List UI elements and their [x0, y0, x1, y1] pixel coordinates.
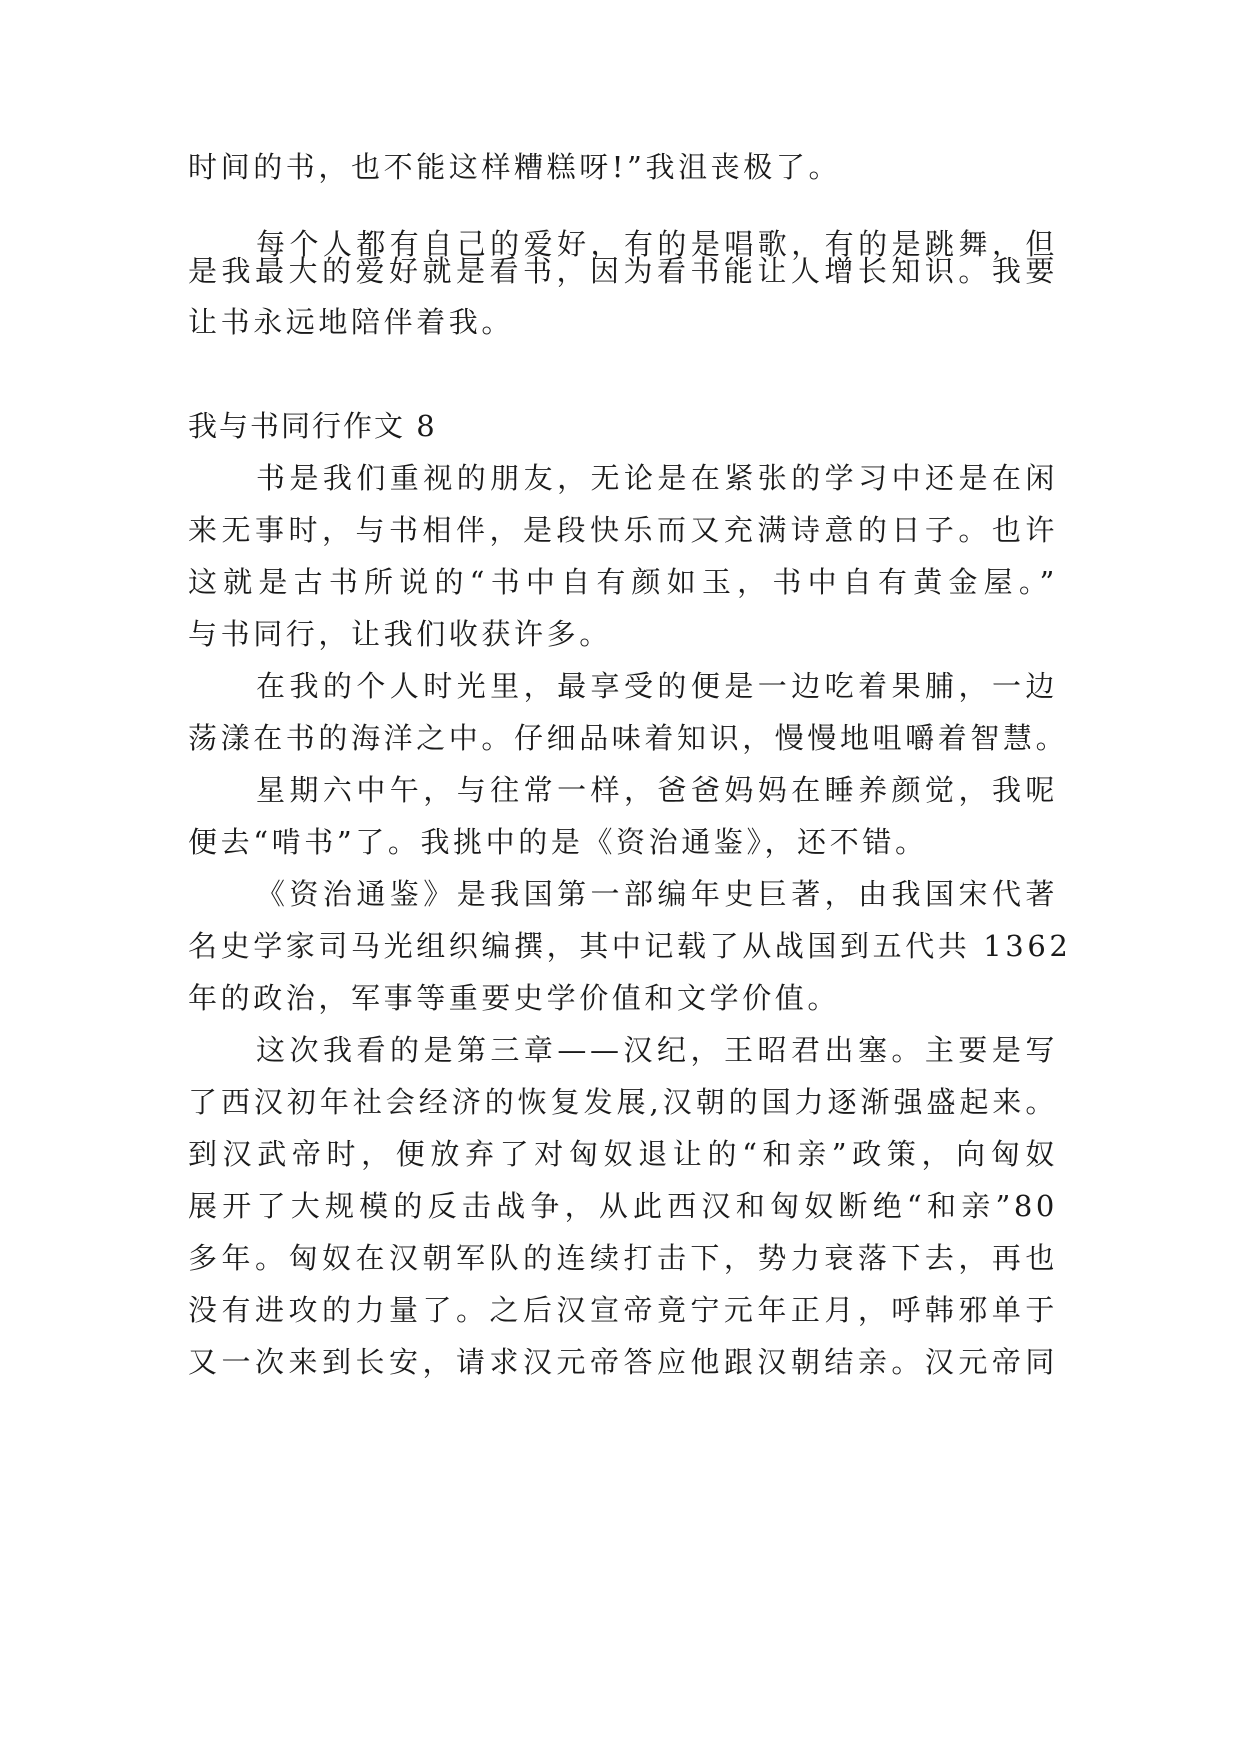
- paragraph-line: 这次我看的是第三章——汉纪，王昭君出塞。主要是写: [256, 1033, 1058, 1067]
- paragraph-line: 名史学家司马光组织编撰，其中记载了从战国到五代共 1362: [188, 929, 1072, 963]
- paragraph-line: 书是我们重视的朋友，无论是在紧张的学习中还是在闲: [256, 461, 1058, 495]
- paragraph-line: 又一次来到长安，请求汉元帝答应他跟汉朝结亲。汉元帝同: [188, 1345, 1058, 1379]
- paragraph-line: 这就是古书所说的“书中自有颜如玉，书中自有黄金屋。”: [188, 565, 1058, 599]
- section-title: 我与书同行作文 8: [188, 409, 437, 443]
- paragraph-line: 在我的个人时光里，最享受的便是一边吃着果脯，一边: [256, 669, 1058, 703]
- paragraph-line: 与书同行，让我们收获许多。: [188, 617, 612, 651]
- paragraph-line: 让书永远地陪伴着我。: [188, 305, 515, 339]
- paragraph-line: 每个人都有自己的爱好，有的是唱歌，有的是跳舞，但: [256, 227, 1058, 261]
- paragraph-line: 到汉武帝时，便放弃了对匈奴退让的“和亲”政策，向匈奴: [188, 1137, 1058, 1171]
- paragraph-line: 年的政治，军事等重要史学价值和文学价值。: [188, 981, 841, 1015]
- paragraph-line: 多年。匈奴在汉朝军队的连续打击下，势力衰落下去，再也: [188, 1241, 1058, 1275]
- paragraph-line: 便去“啃书”了。我挑中的是《资治通鉴》，还不错。: [188, 825, 928, 859]
- paragraph-line: 《资治通鉴》是我国第一部编年史巨著，由我国宋代著: [256, 877, 1058, 911]
- paragraph-line: 没有进攻的力量了。之后汉宣帝竟宁元年正月，呼韩邪单于: [188, 1293, 1058, 1327]
- paragraph-line: 荡漾在书的海洋之中。仔细品味着知识，慢慢地咀嚼着智慧。: [188, 721, 1069, 755]
- paragraph-line: 时间的书，也不能这样糟糕呀!”我沮丧极了。: [188, 150, 842, 184]
- paragraph-line: 星期六中午，与往常一样，爸爸妈妈在睡养颜觉，我呢: [256, 773, 1058, 807]
- paragraph-line: 展开了大规模的反击战争，从此西汉和匈奴断绝“和亲”80: [188, 1189, 1058, 1223]
- paragraph-line: 来无事时，与书相伴，是段快乐而又充满诗意的日子。也许: [188, 513, 1058, 547]
- paragraph-line: 是我最大的爱好就是看书，因为看书能让人增长知识。我要: [188, 254, 1058, 288]
- paragraph-line: 了西汉初年社会经济的恢复发展,汉朝的国力逐渐强盛起来。: [188, 1085, 1058, 1119]
